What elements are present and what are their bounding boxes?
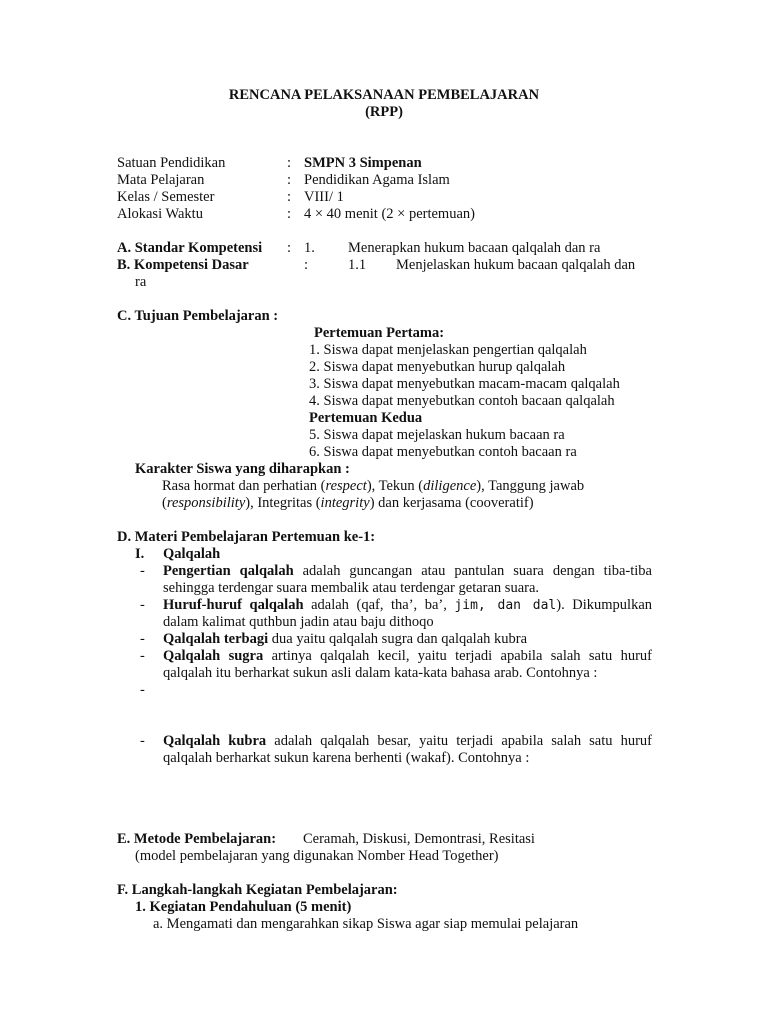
identity-colon: : [287, 172, 292, 188]
karakter-heading: Karakter Siswa yang diharapkan : [135, 461, 350, 477]
identity-value: Pendidikan Agama Islam [304, 172, 450, 188]
identity-value: SMPN 3 Simpenan [304, 155, 422, 171]
karakter-line-1: Rasa hormat dan perhatian (respect), Tekun (diligence), Tanggung jawab [162, 478, 585, 494]
bullet-dash: - [140, 733, 145, 749]
identity-colon: : [287, 155, 292, 171]
paragraph-kubra: Qalqalah kubra adalah qalqalah besar, yaitu terjadi apabila salah satu huruf [163, 733, 652, 749]
identity-label: Alokasi Waktu [117, 206, 203, 222]
objective-item: 6. Siswa dapat menyebutkan contoh bacaan ra [309, 444, 577, 460]
metode-note: (model pembelajaran yang digunakan Nomber Head Together) [135, 848, 499, 864]
meeting-two-heading: Pertemuan Kedua [309, 410, 423, 426]
langkah-item: a. Mengamati dan mengarahkan sikap Siswa agar siap memulai pelajaran [153, 916, 579, 932]
sk-text: Menerapkan hukum bacaan qalqalah dan ra [348, 240, 601, 256]
paragraph-huruf-cont: dalam kalimat quthbun jadin atau baju dithoqo [163, 614, 434, 630]
paragraph-terbagi: Qalqalah terbagi dua yaitu qalqalah sugra dan qalqalah kubra [163, 631, 528, 647]
objective-item: 4. Siswa dapat menyebutkan contoh bacaan qalqalah [309, 393, 615, 409]
paragraph-kubra-cont: qalqalah berharkat sukun karena berhenti (wakaf). Contohnya : [163, 750, 530, 766]
sk-number: 1. [304, 240, 315, 256]
materi-topic: Qalqalah [163, 546, 221, 562]
kompetensi-dasar-label: B. Kompetensi Dasar [117, 257, 249, 273]
bullet-dash: - [140, 682, 145, 698]
identity-value: VIII/ 1 [304, 189, 344, 205]
paragraph-huruf: Huruf-huruf qalqalah adalah (qaf, tha’, ba’, jim, dan dal). Dikumpulkan [163, 597, 653, 613]
objective-item: 3. Siswa dapat menyebutkan macam-macam qalqalah [309, 376, 620, 392]
paragraph-pengertian: Pengertian qalqalah adalah guncangan atau pantulan suara dengan tiba-tiba [163, 563, 652, 579]
tujuan-heading: C. Tujuan Pembelajaran : [117, 308, 279, 324]
identity-label: Kelas / Semester [117, 189, 215, 205]
document-title: RENCANA PELAKSANAAN PEMBELAJARAN [228, 87, 540, 103]
identity-label: Satuan Pendidikan [117, 155, 226, 171]
meeting-one-heading: Pertemuan Pertama: [314, 325, 445, 341]
identity-colon: : [287, 206, 292, 222]
metode-value: Ceramah, Diskusi, Demontrasi, Resitasi [303, 831, 535, 847]
standar-kompetensi-label: A. Standar Kompetensi [117, 240, 263, 256]
bullet-dash: - [140, 648, 145, 664]
paragraph-pengertian-cont: sehingga terdengar suara membalik atau terdengar getaran suara. [163, 580, 540, 596]
metode-heading: E. Metode Pembelajaran: [117, 831, 277, 847]
karakter-line-2: (responsibility), Integritas (integrity) dan kerjasama (cooveratif) [162, 495, 534, 511]
identity-value: 4 × 40 menit (2 × pertemuan) [304, 206, 475, 222]
document-subtitle: (RPP) [365, 104, 403, 120]
objective-item: 1. Siswa dapat menjelaskan pengertian qalqalah [309, 342, 587, 358]
identity-label: Mata Pelajaran [117, 172, 205, 188]
bullet-dash: - [140, 631, 145, 647]
kd-text: Menjelaskan hukum bacaan qalqalah dan [396, 257, 636, 273]
objective-item: 5. Siswa dapat mejelaskan hukum bacaan ra [309, 427, 565, 443]
materi-heading: D. Materi Pembelajaran Pertemuan ke-1: [117, 529, 376, 545]
materi-roman-numeral: I. [135, 546, 145, 562]
sk-colon: : [287, 240, 292, 256]
langkah-heading: F. Langkah-langkah Kegiatan Pembelajaran: [117, 882, 398, 898]
objective-item: 2. Siswa dapat menyebutkan hurup qalqalah [309, 359, 566, 375]
identity-colon: : [287, 189, 292, 205]
bullet-dash: - [140, 597, 145, 613]
bullet-dash: - [140, 563, 145, 579]
langkah-subheading: 1. Kegiatan Pendahuluan (5 menit) [135, 899, 352, 915]
paragraph-sugra: Qalqalah sugra artinya qalqalah kecil, yaitu terjadi apabila salah satu huruf [163, 648, 652, 664]
kd-number: 1.1 [348, 257, 367, 273]
kd-colon: : [304, 257, 309, 273]
paragraph-sugra-cont: qalqalah itu berharkat sukun asli dalam kata-kata bahasa arab. Contohnya : [163, 665, 598, 681]
kd-text-continued: ra [135, 274, 147, 290]
